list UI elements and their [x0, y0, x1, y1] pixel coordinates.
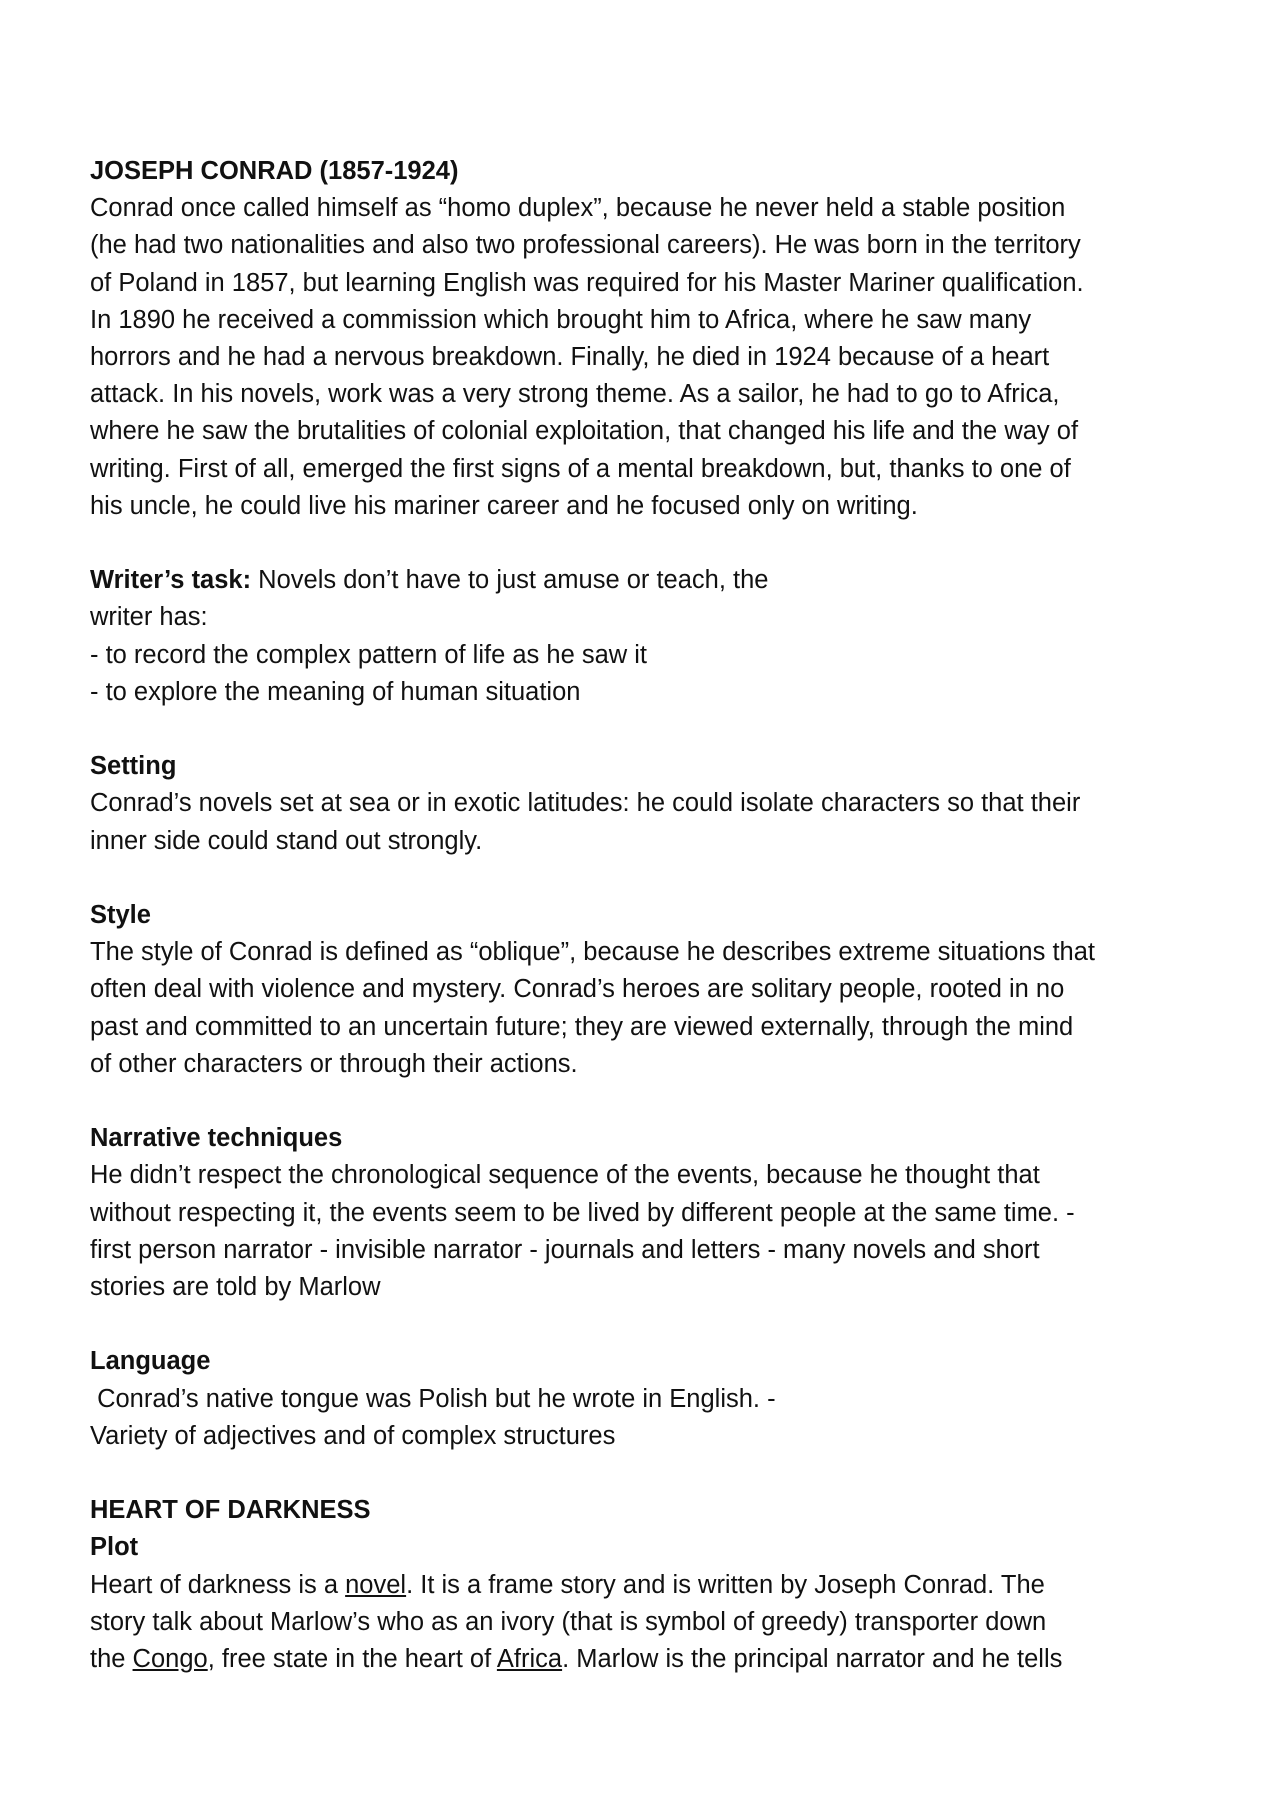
novel-link[interactable]: novel [345, 1570, 407, 1599]
narrative-line: first person narrator - invisible narrator - journals and letters - many novels and short [90, 1235, 1040, 1264]
bio-line: attack. In his novels, work was a very strong theme. As a sailor, he had to go to Africa, [90, 380, 1060, 409]
narrative-line: stories are told by Marlow [90, 1273, 381, 1302]
style-line: of other characters or through their actions. [90, 1049, 578, 1078]
language-line: Conrad’s native tongue was Polish but he wrote in English. - [90, 1384, 776, 1413]
plot-text: . Marlow is the principal narrator and he tells [562, 1645, 1063, 1674]
style-line: The style of Conrad is defined as “oblique”, because he describes extreme situations that [90, 938, 1095, 967]
paragraph-gap [90, 711, 1200, 748]
bio-line: In 1890 he received a commission which brought him to Africa, where he saw many [90, 305, 1032, 334]
style-heading: Style [90, 901, 151, 930]
author-heading: JOSEPH CONRAD (1857-1924) [90, 157, 459, 185]
congo-link[interactable]: Congo [132, 1645, 208, 1674]
paragraph-gap [90, 860, 1200, 897]
paragraph-gap [90, 1455, 1200, 1492]
plot-text: , free state in the heart of [207, 1645, 497, 1674]
plot-line [90, 1567, 1200, 1604]
style-line: often deal with violence and mystery. Conrad’s heroes are solitary people, rooted in no [90, 975, 1065, 1004]
writers-task-label: Writer’s task: [90, 566, 252, 595]
plot-line [90, 1641, 1200, 1678]
paragraph-gap [90, 525, 1200, 562]
bio-line: Conrad once called himself as “homo duplex”, because he never held a stable position [90, 194, 1066, 223]
bio-line: of Poland in 1857, but learning English was required for his Master Mariner qualification. [90, 268, 1084, 297]
writers-task-item: - to record the complex pattern of life as he saw it [90, 640, 648, 669]
style-line: past and committed to an uncertain future; they are viewed externally, through the mind [90, 1012, 1074, 1041]
writers-task-line: writer has: [90, 603, 208, 632]
setting-line: Conrad’s novels set at sea or in exotic latitudes: he could isolate characters so that their [90, 789, 1081, 818]
plot-text: the [90, 1645, 133, 1674]
novel-heading: HEART OF DARKNESS [90, 1496, 371, 1525]
bio-line: (he had two nationalities and also two professional careers). He was born in the territory [90, 231, 1081, 260]
writers-task-line [90, 562, 1200, 599]
setting-line: inner side could stand out strongly. [90, 826, 483, 855]
writers-task-item: - to explore the meaning of human situation [90, 677, 581, 706]
plot-line: story talk about Marlow’s who as an ivory (that is symbol of greedy) transporter down [90, 1607, 1047, 1636]
writers-task-text: Novels don’t have to just amuse or teach, the [251, 566, 769, 595]
narrative-line: He didn’t respect the chronological sequence of the events, because he thought that [90, 1161, 1040, 1190]
plot-heading: Plot [90, 1533, 139, 1562]
language-line: Variety of adjectives and of complex structures [90, 1421, 616, 1450]
bio-line: horrors and he had a nervous breakdown. Finally, he died in 1924 because of a heart [90, 343, 1050, 372]
document-page [90, 153, 1200, 1678]
language-heading: Language [90, 1347, 211, 1376]
narrative-heading: Narrative techniques [90, 1124, 343, 1153]
plot-text: . It is a frame story and is written by Joseph Conrad. The [406, 1570, 1045, 1599]
paragraph-gap [90, 1083, 1200, 1120]
narrative-line: without respecting it, the events seem to be lived by different people at the same time. - [90, 1198, 1075, 1227]
bio-line: where he saw the brutalities of colonial exploitation, that changed his life and the way of [90, 417, 1079, 446]
setting-heading: Setting [90, 752, 177, 781]
bio-line: his uncle, he could live his mariner career and he focused only on writing. [90, 491, 918, 520]
africa-link[interactable]: Africa [496, 1645, 563, 1674]
plot-text: Heart of darkness is a [90, 1570, 346, 1599]
bio-line: writing. First of all, emerged the first signs of a mental breakdown, but, thanks to one of [90, 454, 1071, 483]
paragraph-gap [90, 1306, 1200, 1343]
